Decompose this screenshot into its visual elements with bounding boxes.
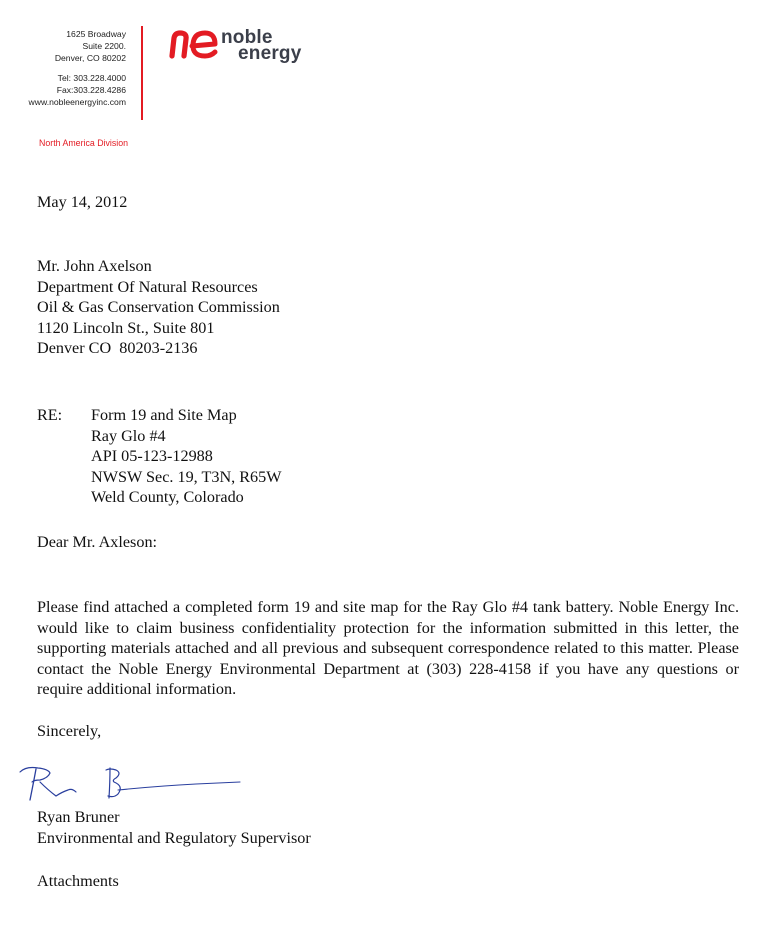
recipient-line: Mr. John Axelson: [37, 257, 152, 275]
recipient-line: Department Of Natural Resources: [37, 277, 258, 296]
recipient-address: [37, 256, 280, 359]
logo-text-energy: energy: [238, 43, 302, 64]
re-label: RE:: [37, 406, 63, 424]
address-line: Suite 2200.: [82, 41, 126, 51]
re-line: NWSW Sec. 19, T3N, R65W: [91, 467, 282, 486]
address-line: Denver, CO 80202: [54, 53, 126, 63]
letterhead-divider: [141, 26, 143, 120]
recipient-line: Denver CO 80203-2136: [37, 339, 198, 357]
ne-logo-mark-icon: [168, 26, 220, 62]
logo-text-noble: noble: [221, 27, 273, 48]
re-line: Weld County, Colorado: [91, 488, 244, 506]
fax-line: Fax:303.228.4286: [56, 85, 126, 95]
letterhead-address: [10, 28, 126, 108]
recipient-line: Oil & Gas Conservation Commission: [37, 298, 280, 316]
division-label: North America Division: [39, 138, 128, 148]
signer-block: [37, 807, 311, 848]
signer-name: Ryan Bruner: [37, 808, 120, 826]
phone-line: Tel: 303.228.4000: [57, 73, 126, 83]
re-subject: [91, 405, 282, 508]
address-line: 1625 Broadway: [66, 29, 126, 39]
re-line: Form 19 and Site Map: [91, 406, 237, 424]
letter-date: May 14, 2012: [37, 193, 128, 211]
handwritten-signature: [18, 760, 248, 812]
signer-title: Environmental and Regulatory Supervisor: [37, 828, 311, 847]
body-paragraph: Please find attached a completed form 19 and site map for the Ray Glo #4 tank battery. Noble Energy Inc. would like to claim business confidentiality protection for the information submitted in this letter, the supporting materials attached and all previous and subsequent correspondence related to this matter. Please contact the Noble Energy Environmental Department at (303) 228-4158 if you have any questions or require additional information.: [37, 598, 739, 698]
recipient-line: 1120 Lincoln St., Suite 801: [37, 318, 215, 337]
closing: Sincerely,: [37, 722, 102, 740]
company-logo: [168, 26, 328, 66]
re-line: Ray Glo #4: [91, 426, 166, 445]
re-line: API 05-123-12988: [91, 447, 213, 465]
website-line: www.nobleenergyinc.com: [28, 97, 126, 107]
attachments-note: Attachments: [37, 872, 119, 890]
salutation: Dear Mr. Axleson:: [37, 533, 158, 551]
